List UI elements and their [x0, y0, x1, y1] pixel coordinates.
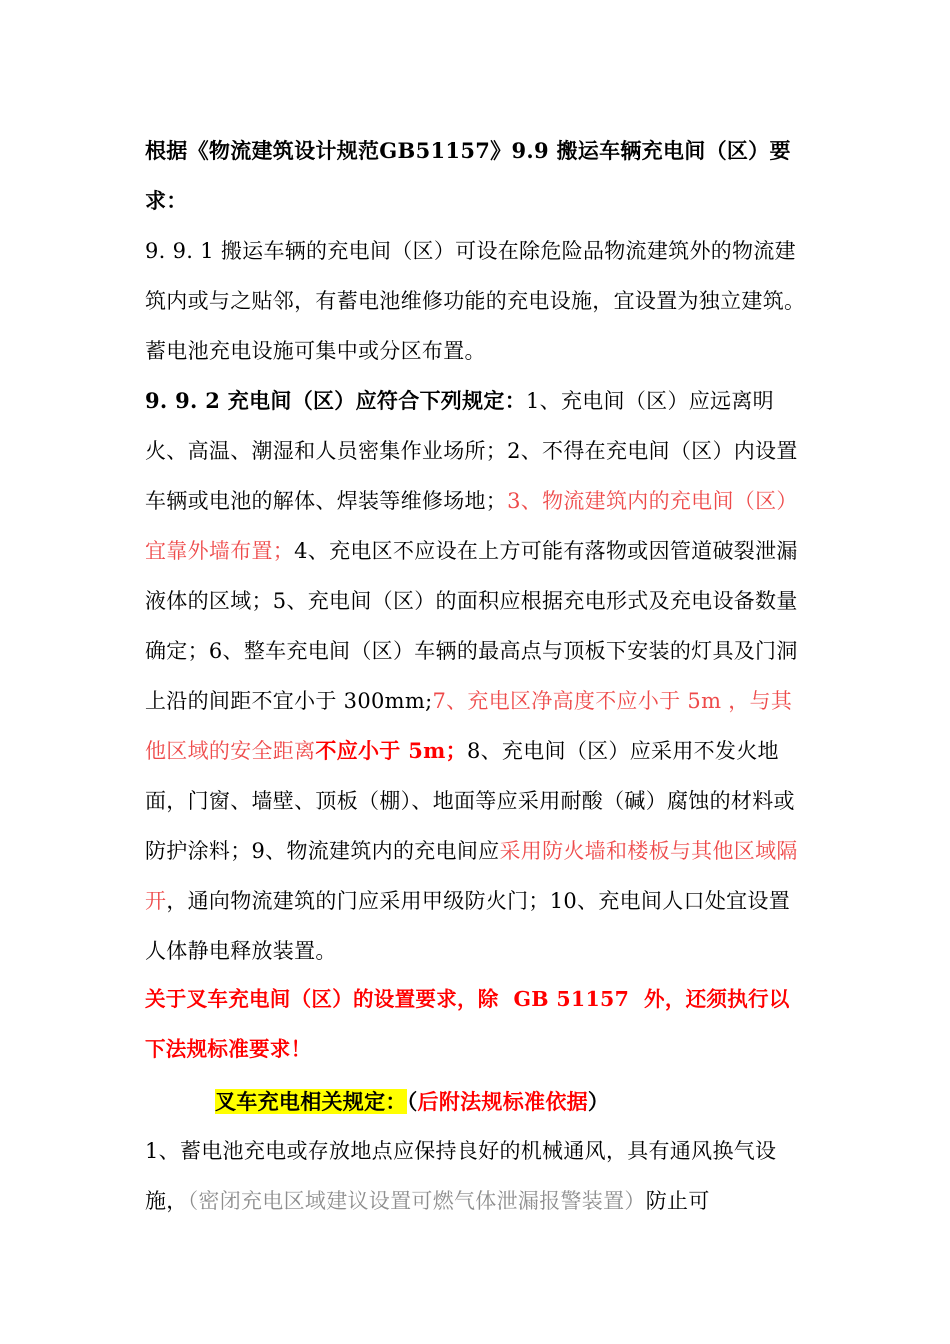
- section-title-text: 根据《物流建筑设计规范GB51157》9.9 搬运车辆充电间（区）要求：: [145, 138, 791, 213]
- clause-9-9-2-item-7-highlight: 7、充电区净高度不应小于 5m ，与其他区域的安全距离: [145, 689, 793, 763]
- clause-9-9-2: [145, 376, 810, 976]
- clause-9-9-2-item-3-highlight: 3、物流建筑内的充电间（区）宜靠外墙布置；: [145, 489, 798, 563]
- additional-requirements-note: [145, 974, 810, 1074]
- forklift-rule-1: [145, 1126, 810, 1226]
- forklift-rule-1-text-b: 防止可: [645, 1189, 710, 1213]
- clause-9-9-2-item-9-highlight: 采用防火墙和楼板与其他区域隔开: [145, 839, 798, 913]
- clause-9-9-1-text: 9. 9. 1 搬运车辆的充电间（区）可设在除危险品物流建筑外的物流建筑内或与之贴邻，有蓄电池维修功能的充电设施，宜设置为独立建筑。蓄电池充电设施可集中或分区布置。: [145, 239, 806, 363]
- clause-9-9-2-heading: 9. 9. 2 充电间（区）应符合下列规定：: [145, 388, 526, 413]
- forklift-rules-reference: 后附法规标准依据: [417, 1089, 588, 1114]
- clause-9-9-2-items-8-9: 8、充电间（区）应采用不发火地面，门窗、墙壁、顶板（棚）、地面等应采用耐酸（碱）腐蚀的材料或防护涂料；9、物流建筑内的充电间应: [145, 739, 795, 863]
- clause-9-9-2-items-1-2: 1、充电间（区）应远离明火、高温、潮湿和人员密集作业场所；2、不得在充电间（区）内设置车辆或电池的解体、焊装等维修场地；: [145, 389, 798, 513]
- forklift-rule-1-text-a: 1、蓄电池充电或存放地点应保持良好的机械通风，具有通风换气设施，: [145, 1139, 777, 1213]
- forklift-rules-heading: [145, 1077, 810, 1127]
- additional-requirements-text: 关于叉车充电间（区）的设置要求，除 GB 51157 外，还须执行以下法规标准要求！: [145, 987, 790, 1061]
- clause-9-9-2-item-7-distance: 不应小于 5m；: [315, 738, 467, 763]
- paren-open: （: [406, 1089, 418, 1114]
- forklift-rule-1-gray-note: （密闭充电区域建议设置可燃气体泄漏报警装置）: [187, 1189, 646, 1213]
- clause-9-9-1: [145, 226, 810, 376]
- clause-9-9-2-items-9-10: ，通向物流建筑的门应采用甲级防火门；10、充电间人口处宜设置人体静电释放装置。: [145, 889, 791, 963]
- forklift-rules-label: 叉车充电相关规定：: [215, 1089, 407, 1114]
- paren-close: ）: [587, 1089, 610, 1114]
- clause-9-9-2-items-4-6: 4、充电区不应设在上方可能有落物或因管道破裂泄漏液体的区域；5、充电间（区）的面积应根据充电形式及充电设备数量确定；6、整车充电间（区）车辆的最高点与顶板下安装的灯具及门洞上沿的间距不宜小于 300mm;: [145, 539, 798, 713]
- section-title: [145, 126, 810, 226]
